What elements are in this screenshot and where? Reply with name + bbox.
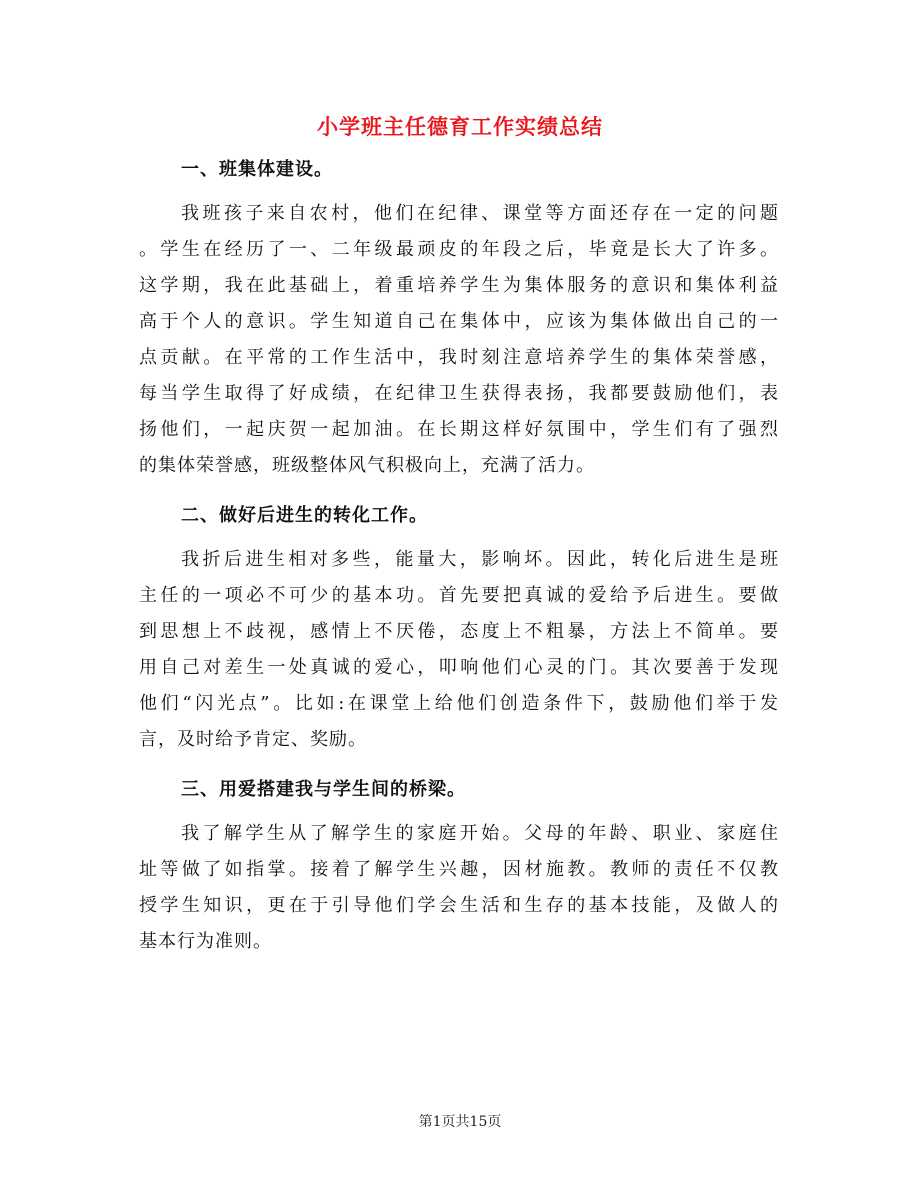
document-body — [139, 152, 779, 974]
paragraph-line: 高于个人的意识。学生知道自己在集体中，应该为集体做出自己的一 — [139, 311, 779, 332]
paragraph-line: 他们“闪光点”。比如:在课堂上给他们创造条件下，鼓励他们举于发 — [139, 693, 779, 714]
paragraph-line: 我班孩子来自农村，他们在纪律、课堂等方面还存在一定的问题 — [181, 203, 779, 224]
paragraph-line: 基本行为准则。 — [139, 931, 272, 952]
section-paragraph — [139, 196, 779, 484]
section-heading: 一、班集体建设。 — [181, 159, 333, 180]
paragraph-line: 我了解学生从了解学生的家庭开始。父母的年龄、职业、家庭住 — [181, 823, 779, 844]
page-number: 第1页共15页 — [418, 1114, 502, 1130]
paragraph-line: 。学生在经历了一、二年级最顽皮的年段之后，毕竟是长大了许多。 — [139, 239, 779, 260]
section-paragraph — [139, 816, 779, 960]
paragraph-line: 扬他们，一起庆贺一起加油。在长期这样好氛围中，学生们有了强烈 — [139, 419, 779, 440]
paragraph-line: 每当学生取得了好成绩，在纪律卫生获得表扬，我都要鼓励他们，表 — [139, 383, 779, 404]
section-heading: 二、做好后进生的转化工作。 — [181, 505, 428, 526]
paragraph-line: 的集体荣誉感，班级整体风气积极向上，充满了活力。 — [139, 455, 595, 476]
section-heading: 三、用爱搭建我与学生间的桥梁。 — [181, 779, 466, 800]
paragraph-line: 授学生知识，更在于引导他们学会生活和生存的基本技能，及做人的 — [139, 895, 779, 916]
paragraph-line: 点贡献。在平常的工作生活中，我时刻注意培养学生的集体荣誉感， — [139, 347, 779, 368]
paragraph-line: 址等做了如指掌。接着了解学生兴趣，因材施教。教师的责任不仅教 — [139, 859, 779, 880]
paragraph-line: 言，及时给予肯定、奖励。 — [139, 729, 367, 750]
section-paragraph — [139, 542, 779, 758]
paragraph-line: 到思想上不歧视，感情上不厌倦，态度上不粗暴，方法上不简单。要 — [139, 621, 779, 642]
document-title: 小学班主任德育工作实绩总结 — [317, 114, 603, 139]
paragraph-line: 这学期，我在此基础上，着重培养学生为集体服务的意识和集体利益 — [139, 275, 779, 296]
paragraph-line: 我折后进生相对多些，能量大，影响坏。因此，转化后进生是班 — [181, 549, 779, 570]
paragraph-line: 用自己对差生一处真诚的爱心，叩响他们心灵的门。其次要善于发现 — [139, 657, 779, 678]
paragraph-line: 主任的一项必不可少的基本功。首先要把真诚的爱给予后进生。要做 — [139, 585, 779, 606]
